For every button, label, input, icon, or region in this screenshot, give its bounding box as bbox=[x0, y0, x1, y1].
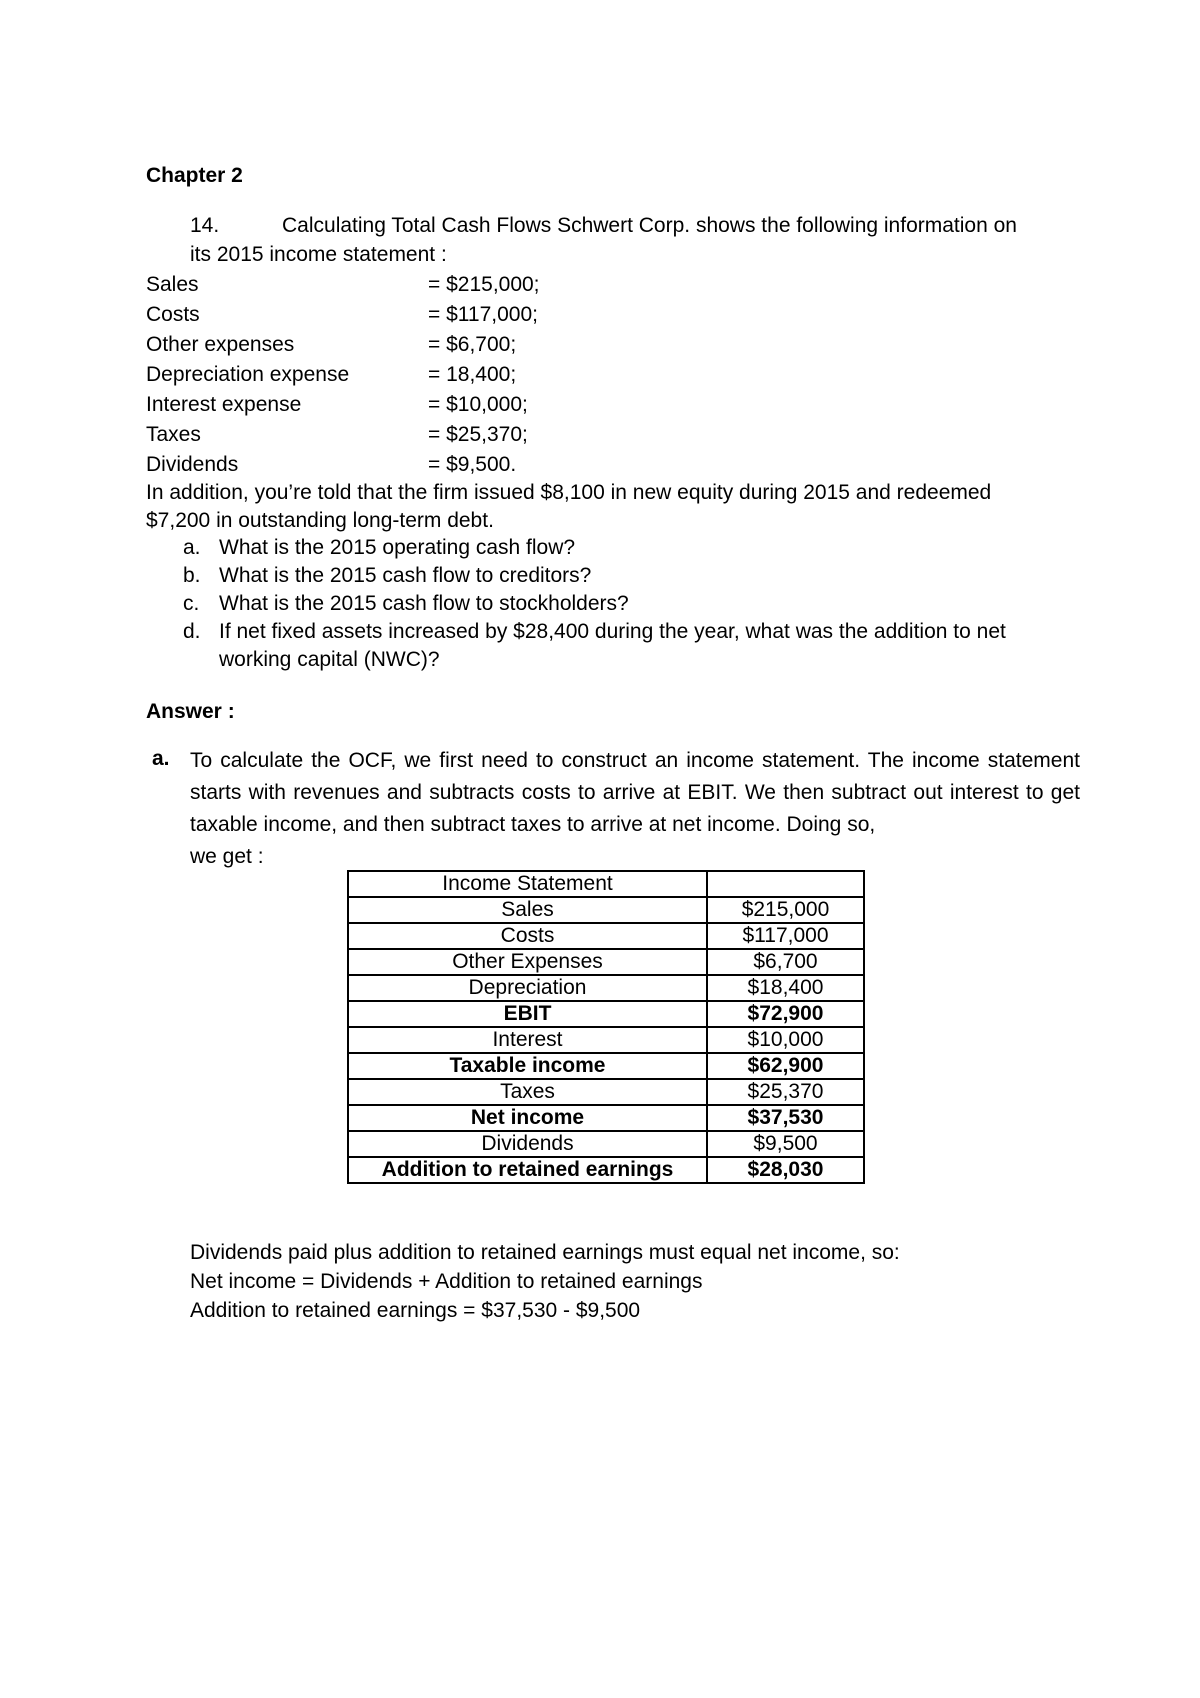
table-cell-value: $72,900 bbox=[707, 1001, 864, 1027]
answer-letter: a. bbox=[152, 747, 170, 770]
income-item-label: Other expenses bbox=[146, 333, 295, 356]
subquestion-text: If net fixed assets increased by $28,400 during the year, what was the addition to net bbox=[219, 620, 1006, 643]
table-row bbox=[348, 1105, 864, 1131]
table-cell-value: $9,500 bbox=[707, 1131, 864, 1157]
income-item-value: = $10,000; bbox=[428, 393, 528, 416]
table-header-cell bbox=[707, 871, 864, 897]
table-row bbox=[348, 1053, 864, 1079]
table-cell-value: $25,370 bbox=[707, 1079, 864, 1105]
table-cell-value: $215,000 bbox=[707, 897, 864, 923]
subquestion bbox=[183, 618, 1083, 646]
question-title-line: its 2015 income statement : bbox=[190, 243, 447, 266]
table-cell-label: Interest bbox=[348, 1027, 707, 1053]
income-item bbox=[146, 390, 846, 420]
income-item-label: Depreciation expense bbox=[146, 363, 350, 386]
income-item-value: = 18,400; bbox=[428, 363, 517, 386]
table-cell-label: Sales bbox=[348, 897, 707, 923]
question-title-line: Calculating Total Cash Flows Schwert Corp. shows the following information on bbox=[282, 214, 1017, 237]
income-item-value: = $215,000; bbox=[428, 273, 540, 296]
subquestion bbox=[183, 646, 1083, 674]
table-cell-value: $28,030 bbox=[707, 1157, 864, 1183]
income-items-list bbox=[146, 270, 846, 480]
income-item-label: Costs bbox=[146, 303, 200, 326]
table-cell-label: Taxes bbox=[348, 1079, 707, 1105]
table-header-row bbox=[348, 871, 864, 897]
income-item-value: = $117,000; bbox=[428, 303, 538, 326]
income-item bbox=[146, 420, 846, 450]
income-item bbox=[146, 450, 846, 480]
subquestion-letter: d. bbox=[183, 620, 201, 643]
table-row bbox=[348, 1027, 864, 1053]
answer-paragraph bbox=[190, 745, 1080, 873]
table-row bbox=[348, 975, 864, 1001]
answer-heading: Answer : bbox=[146, 700, 235, 723]
table-cell-label: EBIT bbox=[348, 1001, 707, 1027]
table-cell-value: $18,400 bbox=[707, 975, 864, 1001]
followup-line: Dividends paid plus addition to retained earnings must equal net income, so: bbox=[190, 1241, 900, 1264]
table-cell-label: Depreciation bbox=[348, 975, 707, 1001]
table-cell-label: Other Expenses bbox=[348, 949, 707, 975]
table-row bbox=[348, 1001, 864, 1027]
table-row bbox=[348, 897, 864, 923]
income-item bbox=[146, 270, 846, 300]
followup-line: Addition to retained earnings = $37,530 - $9,500 bbox=[190, 1299, 641, 1322]
chapter-heading: Chapter 2 bbox=[146, 164, 243, 187]
subquestion bbox=[183, 534, 1083, 562]
income-item bbox=[146, 300, 846, 330]
subquestion bbox=[183, 562, 1083, 590]
subquestion-text: What is the 2015 cash flow to stockholders? bbox=[219, 592, 629, 615]
income-item bbox=[146, 360, 846, 390]
table-row bbox=[348, 1079, 864, 1105]
answer-paragraph-text: we get : bbox=[190, 845, 264, 868]
table-header-cell: Income Statement bbox=[348, 871, 707, 897]
income-item-value: = $25,370; bbox=[428, 423, 528, 446]
subquestion bbox=[183, 590, 1083, 618]
table-row bbox=[348, 1131, 864, 1157]
table-cell-value: $37,530 bbox=[707, 1105, 864, 1131]
income-item-label: Interest expense bbox=[146, 393, 302, 416]
income-item-label: Dividends bbox=[146, 453, 239, 476]
table-row bbox=[348, 1157, 864, 1183]
subquestion-text: What is the 2015 cash flow to creditors? bbox=[219, 564, 592, 587]
table-cell-label: Dividends bbox=[348, 1131, 707, 1157]
table-cell-value: $117,000 bbox=[707, 923, 864, 949]
question-number: 14. bbox=[190, 214, 220, 237]
answer-paragraph-text: To calculate the OCF, we first need to construct an income statement. The income statement starts with revenues and subtracts costs to arrive at EBIT. We then subtract out interest to get taxable income, and then subtract taxes to arrive at net income. Doing so, bbox=[190, 749, 1080, 836]
table-row bbox=[348, 923, 864, 949]
table-row bbox=[348, 949, 864, 975]
income-item-label: Sales bbox=[146, 273, 199, 296]
income-item-value: = $9,500. bbox=[428, 453, 517, 476]
income-item-label: Taxes bbox=[146, 423, 201, 446]
table-cell-label: Net income bbox=[348, 1105, 707, 1131]
income-item bbox=[146, 330, 846, 360]
subquestion-letter: c. bbox=[183, 592, 200, 615]
subquestion-text: What is the 2015 operating cash flow? bbox=[219, 536, 576, 559]
followup-line: Net income = Dividends + Addition to retained earnings bbox=[190, 1270, 703, 1293]
table-cell-label: Taxable income bbox=[348, 1053, 707, 1079]
subquestion-text: working capital (NWC)? bbox=[219, 648, 440, 671]
table-cell-value: $62,900 bbox=[707, 1053, 864, 1079]
income-statement-table bbox=[347, 870, 865, 1184]
subquestion-letter: a. bbox=[183, 536, 201, 559]
additional-info-line: $7,200 in outstanding long-term debt. bbox=[146, 509, 494, 532]
table-cell-label: Costs bbox=[348, 923, 707, 949]
additional-info-line: In addition, you’re told that the firm issued $8,100 in new equity during 2015 and redeemed bbox=[146, 481, 992, 504]
subquestion-list bbox=[183, 534, 1083, 674]
table-cell-label: Addition to retained earnings bbox=[348, 1157, 707, 1183]
subquestion-letter: b. bbox=[183, 564, 201, 587]
income-item-value: = $6,700; bbox=[428, 333, 517, 356]
table-cell-value: $10,000 bbox=[707, 1027, 864, 1053]
table-cell-value: $6,700 bbox=[707, 949, 864, 975]
